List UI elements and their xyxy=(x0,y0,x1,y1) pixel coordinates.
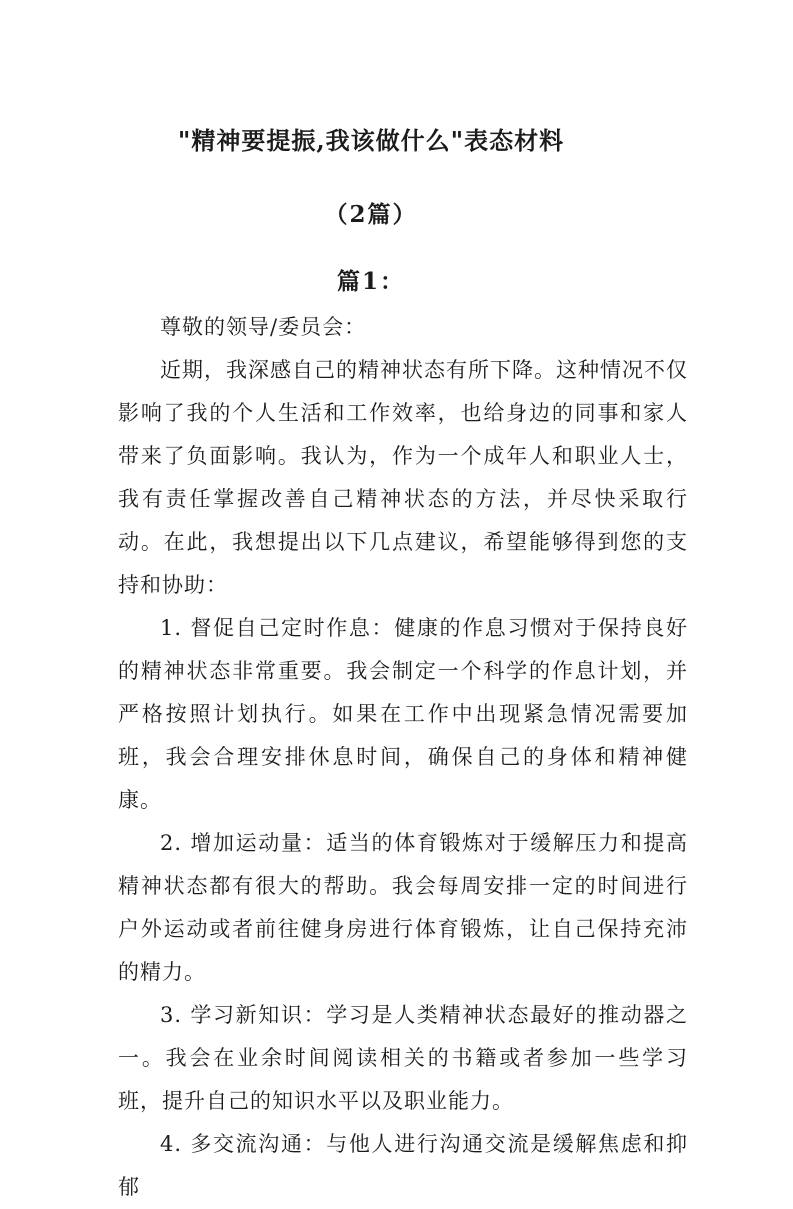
document-title: "精神要提振,我该做什么"表态材料 xyxy=(177,126,565,155)
document-subtitle: （2篇） xyxy=(324,201,418,228)
section-heading: 篇1： xyxy=(336,268,405,295)
paragraph-item-4: 4. 多交流沟通：与他人进行沟通交流是缓解焦虑和抑郁 xyxy=(118,1132,688,1199)
paragraph-item-3: 3. 学习新知识：学习是人类精神状态最好的推动器之一。我会在业余时间阅读相关的书籍或者参加一些学习班，提升自己的知识水平以及职业能力。 xyxy=(118,1003,688,1113)
paragraph-intro: 近期，我深感自己的精神状态有所下降。这种情况不仅影响了我的个人生活和工作效率，也给身边的同事和家人带来了负面影响。我认为，作为一个成年人和职业人士，我有责任掌握改善自己精神状态的方法，并尽快采取行动。在此，我想提出以下几点建议，希望能够得到您的支持和协助： xyxy=(118,358,688,597)
paragraph-item-2: 2. 增加运动量：适当的体育锻炼对于缓解压力和提高精神状态都有很大的帮助。我会每周安排一定的时间进行户外运动或者前往健身房进行体育锻炼，让自己保持充沛的精力。 xyxy=(118,831,688,984)
paragraph-item-1: 1. 督促自己定时作息：健康的作息习惯对于保持良好的精神状态非常重要。我会制定一个科学的作息计划，并严格按照计划执行。如果在工作中出现紧急情况需要加班，我会合理安排休息时间，确保自己的身体和精神健康。 xyxy=(118,616,688,812)
document-body xyxy=(118,306,688,1209)
paragraph-salutation: 尊敬的领导/委员会： xyxy=(160,315,367,339)
